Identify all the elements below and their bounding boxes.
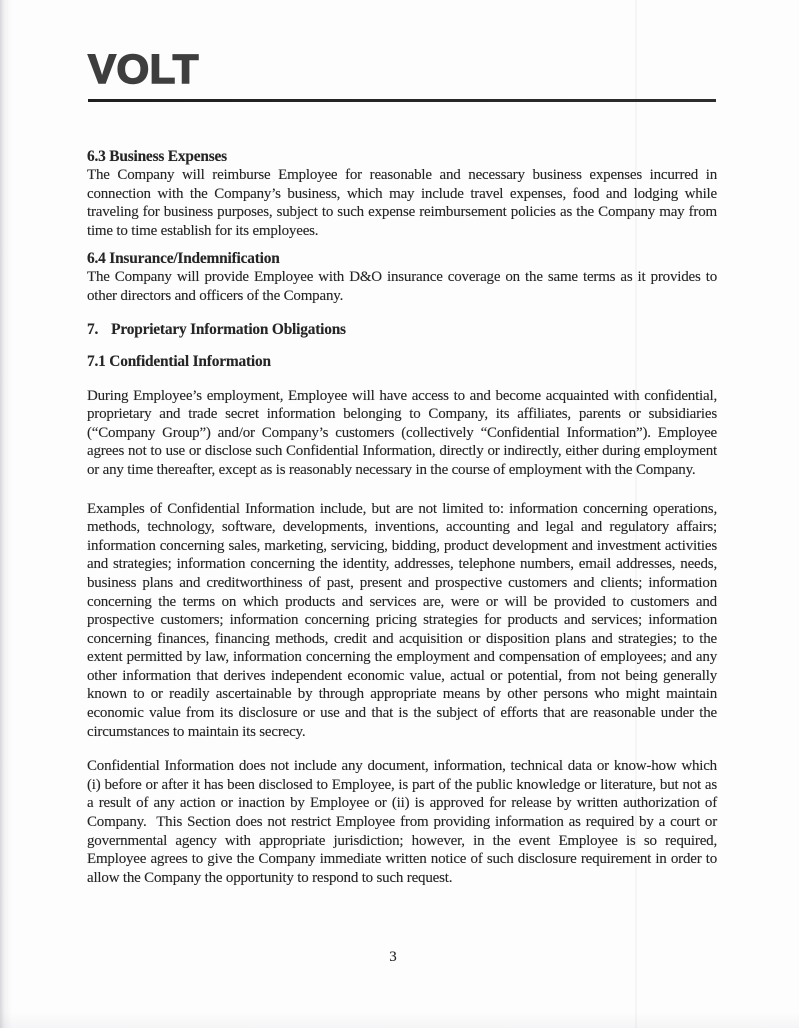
section-7-1-paragraph-3: Confidential Information does not include any document, information, technical data or know-how which (i) before or after it has been disclosed to Employee, is part of the public knowledge or literature, but not as a result of any action or inaction by Employee or (ii) is approved for release by written authorization of Company. This Section does not restrict Employee from providing information as required by a court or governmental agency with appropriate jurisdiction; however, in the event Employee is so required, Employee agrees to give the Company immediate written notice of such disclosure requirement in order to allow the Company the opportunity to respond to such request. [87,758,717,886]
section-6-3-paragraph: The Company will reimburse Employee for reasonable and necessary business expenses incurred in connection with the Company’s business, which may include travel expenses, food and lodging while traveling for business purposes, subject to such expense reimbursement policies as the Company may from time to time establish for its employees. [87,167,717,239]
company-logo [88,46,199,92]
section-7-number: 7. [87,320,99,338]
section-7-heading [87,320,717,339]
section-6-4-heading: 6.4 Insurance/Indemnification [87,250,280,268]
document-body [87,144,717,887]
section-7-1-heading: 7.1 Confidential Information [87,352,271,370]
letterhead-rule [88,99,716,102]
section-7-1-paragraph-1: During Employee’s employment, Employee will have access to and become acquainted with confidential, proprietary and trade secret information belonging to Company, its affiliates, parents or subsidiaries (“Company Group”) and/or Company’s customers (collectively “Confidential Information”). Employee agrees not to use or disclose such Confidential Information, directly or indirectly, either during employment or any time thereafter, except as is reasonably necessary in the course of employment with the Company. [87,387,717,478]
page-number: 3 [389,949,397,965]
section-7-title: Proprietary Information Obligations [111,320,346,338]
company-logo-text: VOLT [88,46,199,92]
section-7-1-paragraph-2: Examples of Confidential Information include, but are not limited to: information concerning operations, methods, technology, software, developments, inventions, accounting and legal and regulatory affairs; information concerning sales, marketing, servicing, bidding, product development and investment activities and strategies; information concerning the identity, addresses, telephone numbers, email addresses, needs, business plans and creditworthiness of past, present and prospective customers and clients; information concerning the terms on which products and services are, were or will be provided to customers and prospective customers; information concerning pricing strategies for products and services; information concerning finances, financing methods, credit and acquisition or disposition plans and strategies; to the extent permitted by law, information concerning the employment and compensation of employees; and any other information that derives independent economic value, actual or potential, from not being generally known to or readily ascertainable by through appropriate means by other persons who might maintain economic value from its disclosure or use and that is the subject of efforts that are reasonable under the circumstances to maintain its secrecy. [87,500,717,740]
section-6-3-heading: 6.3 Business Expenses [87,148,227,165]
section-6-4-paragraph: The Company will provide Employee with D&O insurance coverage on the same terms as it provides to other directors and officers of the Company. [87,269,717,304]
